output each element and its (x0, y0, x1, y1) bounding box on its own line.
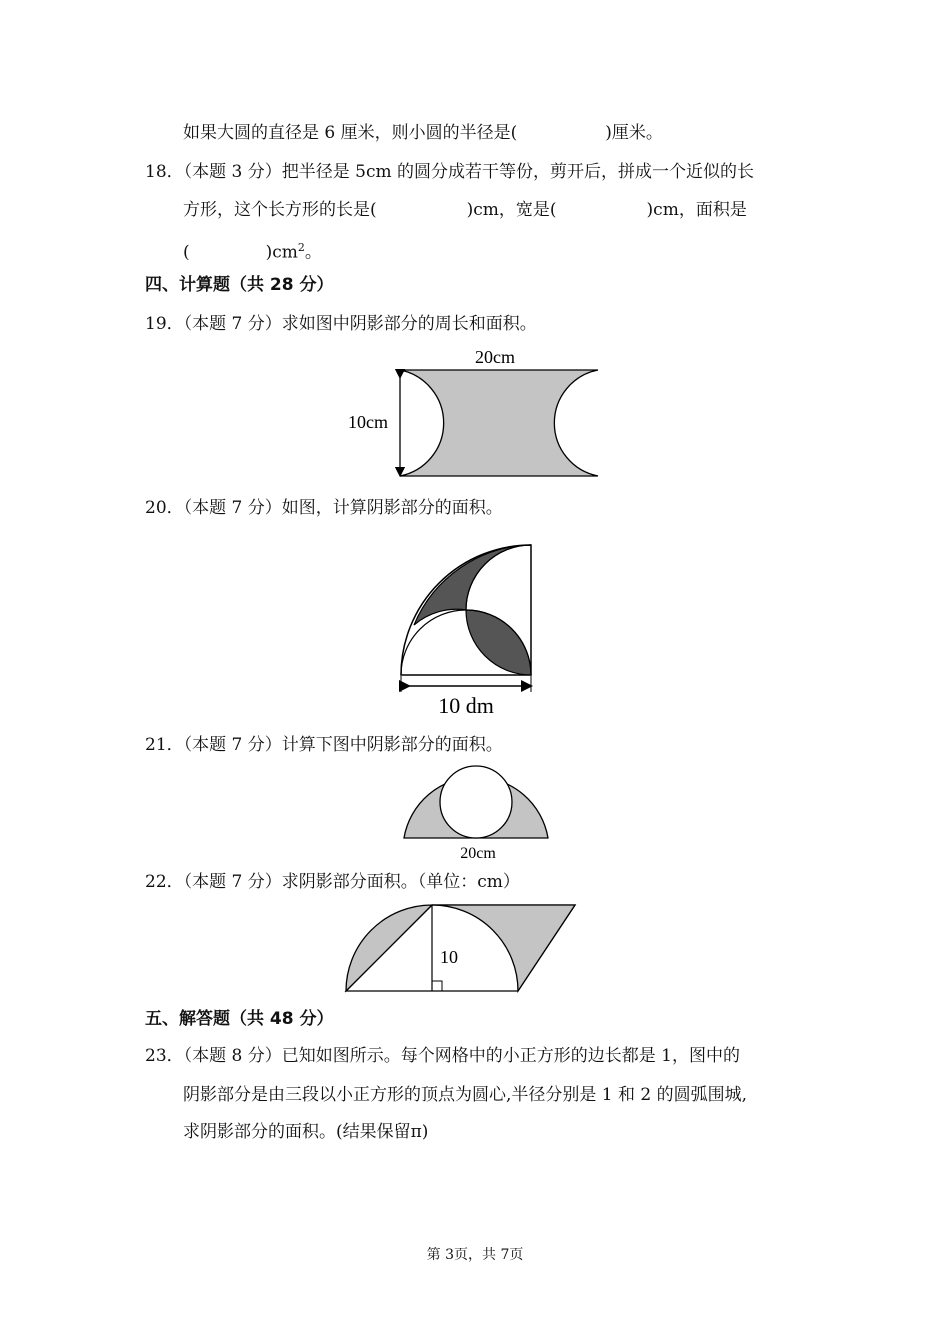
q18-length-prefix: 方形，这个长方形的长是( (183, 200, 377, 220)
section-4-title: 四、计算题（共 28 分） (145, 275, 334, 295)
q22-text: 22．（本题 7 分）求阴影部分面积。（单位：cm） (145, 872, 520, 892)
q21-width-label: 20cm (460, 845, 496, 862)
q18-unit-sup: 2 (297, 241, 305, 254)
page-number: 第 3页，共 7页 (426, 1247, 524, 1263)
q18-line3-end: 。 (304, 242, 322, 263)
q18-line2 (183, 199, 747, 221)
q18-line1: 18．（本题 3 分）把半径是 5cm 的圆分成若干等份，剪开后，拼成一个近似的长 (145, 162, 755, 182)
q19-figure (335, 343, 625, 483)
q22-height-label: 10 (440, 947, 458, 967)
q20-text: 20．（本题 7 分）如图，计算阴影部分的面积。 (145, 498, 503, 518)
q18-unit: )cm (265, 242, 298, 263)
q18-width-prefix: )cm，宽是( (466, 200, 557, 220)
q17-text-suffix: )厘米。 (605, 123, 663, 143)
q21-inner-circle (440, 766, 512, 838)
q19-text: 19．（本题 7 分）求如图中阴影部分的周长和面积。 (145, 314, 537, 334)
q23-line3: 求阴影部分的面积。(结果保留π) (183, 1122, 429, 1142)
q23-line1: 23．（本题 8 分）已知如图所示。每个网格中的小正方形的边长都是 1，图中的 (145, 1046, 740, 1066)
q18-line3 (183, 237, 322, 264)
q19-shaded-region (400, 370, 598, 476)
q20-width-label: 10 dm (438, 693, 494, 718)
q18-line3-open: ( (183, 242, 190, 263)
q21-figure (392, 762, 562, 862)
q18-area-prefix: )cm，面积是 (646, 200, 747, 220)
q19-height-label: 10cm (348, 412, 388, 432)
q20-figure (393, 537, 543, 722)
q17-text (183, 122, 663, 144)
q23-line2: 阴影部分是由三段以小正方形的顶点为圆心,半径分别是 1 和 2 的圆弧围城, (183, 1085, 748, 1105)
section-5-title: 五、解答题（共 48 分） (145, 1009, 334, 1029)
q22-figure (343, 902, 583, 997)
q17-text-prefix: 如果大圆的直径是 6 厘米，则小圆的半径是( (183, 123, 518, 143)
q19-width-label: 20cm (475, 347, 515, 367)
q21-text: 21．（本题 7 分）计算下图中阴影部分的面积。 (145, 735, 503, 755)
